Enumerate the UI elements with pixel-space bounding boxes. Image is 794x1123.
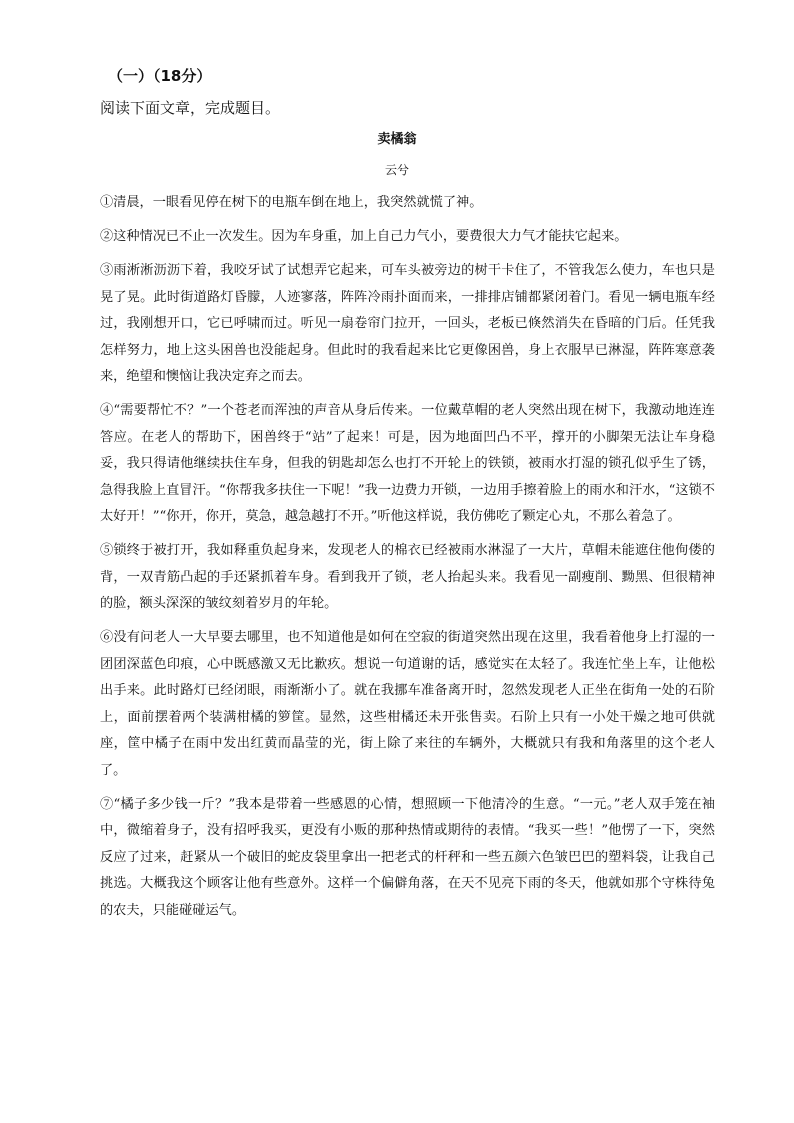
article-author: 云兮	[384, 163, 409, 177]
paragraph-6: ⑥没有问老人一大早要去哪里，也不知道他是如何在空寂的街道突然出现在这里，我看着他身上打湿的一团团深蓝色印痕，心中既感激又无比歉疚。想说一句道谢的话，感觉实在太轻了。我连忙坐上车，让他松出手来。此时路灯已经闭眼，雨渐渐小了。就在我挪车准备离开时，忽然发现老人正坐在街角一处的石阶上，面前摆着两个装满柑橘的箩筐。显然，这些柑橘还未开张售卖。石阶上只有一小处干燥之地可供就座，筐中橘子在雨中发出红黄而晶莹的光，街上除了来往的车辆外，大概就只有我和角落里的这个老人了。	[100, 630, 715, 778]
paragraph-5: ⑤锁终于被打开，我如释重负起身来，发现老人的棉衣已经被雨水淋湿了一大片，草帽未能遮住他佝偻的背，一双青筋凸起的手还紧抓着车身。看到我开了锁，老人抬起头来。我看见一副瘦削、黝黑、但很精神的脸，额头深深的皱纹刻着岁月的年轮。	[100, 543, 715, 611]
paragraph-3: ③雨淅淅沥沥下着，我咬牙试了试想弄它起来，可车头被旁边的树干卡住了，不管我怎么使力，车也只是晃了晃。此时街道路灯昏朦，人迹寥落，阵阵冷雨扑面而来，一排排店铺都紧闭着门。看见一辆电瓶车经过，我刚想开口，它已呼啸而过。听见一扇卷帘门拉开，一回头，老板已倏然消失在昏暗的门后。任凭我怎样努力，地上这头困兽也没能起身。但此时的我看起来比它更像困兽，身上衣服早已淋湿，阵阵寒意袭来，绝望和懊恼让我决定弃之而去。	[100, 263, 715, 384]
paragraph-2: ②这种情况已不止一次发生。因为车身重，加上自己力气小，要费很大力气才能扶它起来。	[100, 229, 628, 244]
paragraph-1: ①清晨，一眼看见停在树下的电瓶车倒在地上，我突然就慌了神。	[100, 195, 483, 210]
paragraph-7: ⑦“橘子多少钱一斤？”我本是带着一些感恩的心情，想照顾一下他清冷的生意。“一元。”老人双手笼在袖中，微缩着身子，没有招呼我买，更没有小贩的那种热情或期待的表情。“我买一些！”他愣了一下，突然反应了过来，赶紧从一个破旧的蛇皮袋里拿出一把老式的杆秤和一些五颜六色皱巴巴的塑料袋，让我自己挑选。大概我这个顾客让他有些意外。这样一个偏僻角落，在天不见亮下雨的冬天，他就如那个守株待兔的农夫，只能碰碰运气。	[100, 796, 715, 918]
article-body	[100, 190, 715, 932]
article-title: 卖橘翁	[377, 132, 417, 147]
section-header: （一）（18分）	[108, 67, 212, 85]
reading-instruction: 阅读下面文章，完成题目。	[100, 99, 281, 117]
paragraph-4: ④“需要帮忙不？”一个苍老而浑浊的声音从身后传来。一位戴草帽的老人突然出现在树下，我激动地连连答应。在老人的帮助下，困兽终于“站”了起来！可是，因为地面凹凸不平，撑开的小脚架无法让车身稳妥，我只得请他继续扶住车身，但我的钥匙却怎么也打不开轮上的铁锁，被雨水打湿的锁孔似乎生了锈，急得我脸上直冒汗。“你帮我多扶住一下呢！”我一边费力开锁，一边用手擦着脸上的雨水和汗水，“这锁不太好开！”“你开，你开，莫急，越急越打不开。”听他这样说，我仿佛吃了颗定心丸，不那么着急了。	[100, 403, 715, 524]
